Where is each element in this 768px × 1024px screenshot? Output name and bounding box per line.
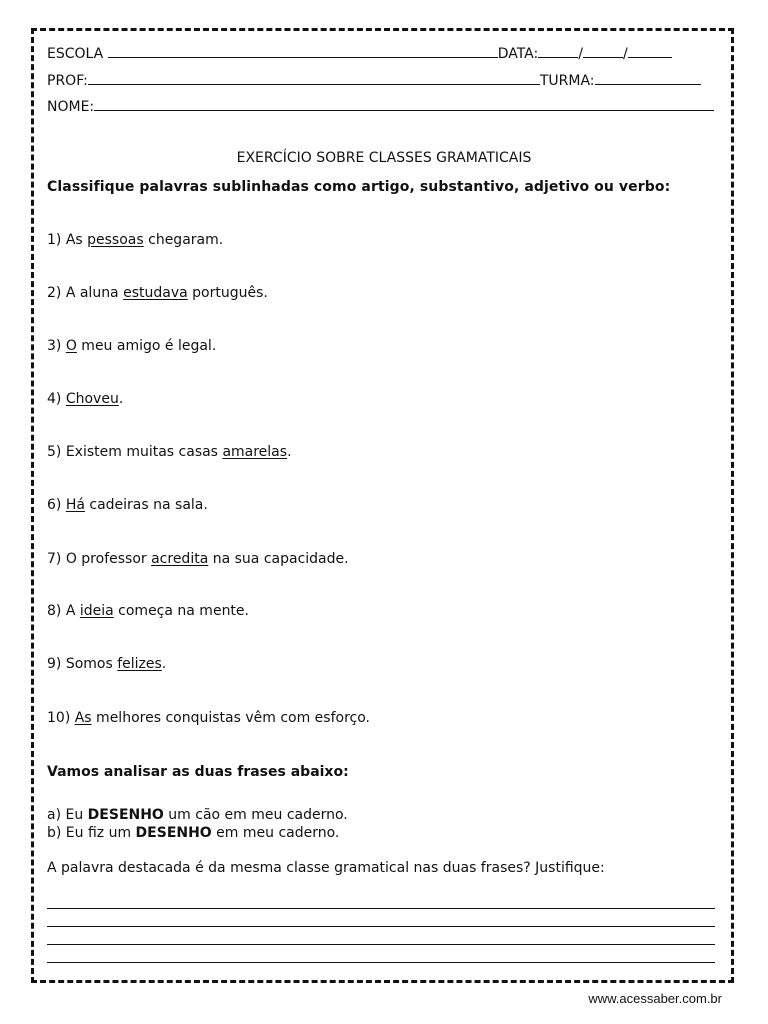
- underlined-word: acredita: [151, 551, 209, 567]
- website-footer: www.acessaber.com.br: [588, 991, 722, 1006]
- answer-line-1[interactable]: [47, 908, 715, 909]
- question-9: 9) Somos felizes.: [47, 656, 167, 672]
- nome-label: NOME:: [47, 99, 95, 115]
- underlined-word: Choveu: [65, 391, 119, 407]
- underlined-word: estudava: [123, 285, 188, 301]
- sentence-a: a) Eu DESENHO um cão em meu caderno.: [47, 807, 348, 823]
- escola-field[interactable]: [108, 44, 498, 58]
- highlighted-word: DESENHO: [135, 825, 212, 841]
- data-label: DATA:: [497, 46, 539, 62]
- question-1: 1) As pessoas chegaram.: [47, 232, 224, 248]
- instruction: Classifique palavras sublinhadas como artigo, substantivo, adjetivo ou verbo:: [47, 179, 671, 195]
- underlined-word: Há: [65, 497, 85, 513]
- sentence-b: b) Eu fiz um DESENHO em meu caderno.: [47, 825, 340, 841]
- question-6: 6) Há cadeiras na sala.: [47, 497, 208, 513]
- question-3: 3) O meu amigo é legal.: [47, 338, 217, 354]
- nome-field[interactable]: [94, 97, 714, 111]
- turma-label: TURMA:: [539, 73, 595, 89]
- nome-line: [47, 97, 714, 116]
- underlined-word: amarelas: [222, 444, 288, 460]
- answer-line-4[interactable]: [47, 962, 715, 963]
- prof-line: [47, 71, 701, 90]
- question-8: 8) A ideia começa na mente.: [47, 603, 249, 619]
- question-7: 7) O professor acredita na sua capacidade.: [47, 551, 349, 567]
- worksheet-title: EXERCÍCIO SOBRE CLASSES GRAMATICAIS: [236, 150, 532, 166]
- underlined-word: felizes: [117, 656, 162, 672]
- underlined-word: As: [74, 710, 92, 726]
- prof-field[interactable]: [88, 71, 540, 85]
- answer-line-2[interactable]: [47, 926, 715, 927]
- analysis-question: A palavra destacada é da mesma classe gramatical nas duas frases? Justifique:: [47, 860, 605, 876]
- escola-line: [47, 44, 672, 63]
- answer-line-3[interactable]: [47, 944, 715, 945]
- escola-label: ESCOLA: [47, 46, 104, 62]
- question-10: 10) As melhores conquistas vêm com esforço.: [47, 710, 370, 726]
- underlined-word: ideia: [79, 603, 114, 619]
- data-day-field[interactable]: [538, 44, 578, 58]
- underlined-word: pessoas: [87, 232, 144, 248]
- data-month-field[interactable]: [583, 44, 623, 58]
- data-sep-1: /: [578, 46, 583, 62]
- underlined-word: O: [65, 338, 77, 354]
- data-sep-2: /: [622, 46, 628, 62]
- turma-field[interactable]: [595, 71, 701, 85]
- prof-label: PROF:: [47, 73, 88, 89]
- analysis-heading: Vamos analisar as duas frases abaixo:: [47, 764, 349, 780]
- question-2: 2) A aluna estudava português.: [47, 285, 268, 301]
- question-4: 4) Choveu.: [47, 391, 124, 407]
- highlighted-word: DESENHO: [87, 807, 164, 823]
- data-year-field[interactable]: [628, 44, 672, 58]
- question-5: 5) Existem muitas casas amarelas.: [47, 444, 292, 460]
